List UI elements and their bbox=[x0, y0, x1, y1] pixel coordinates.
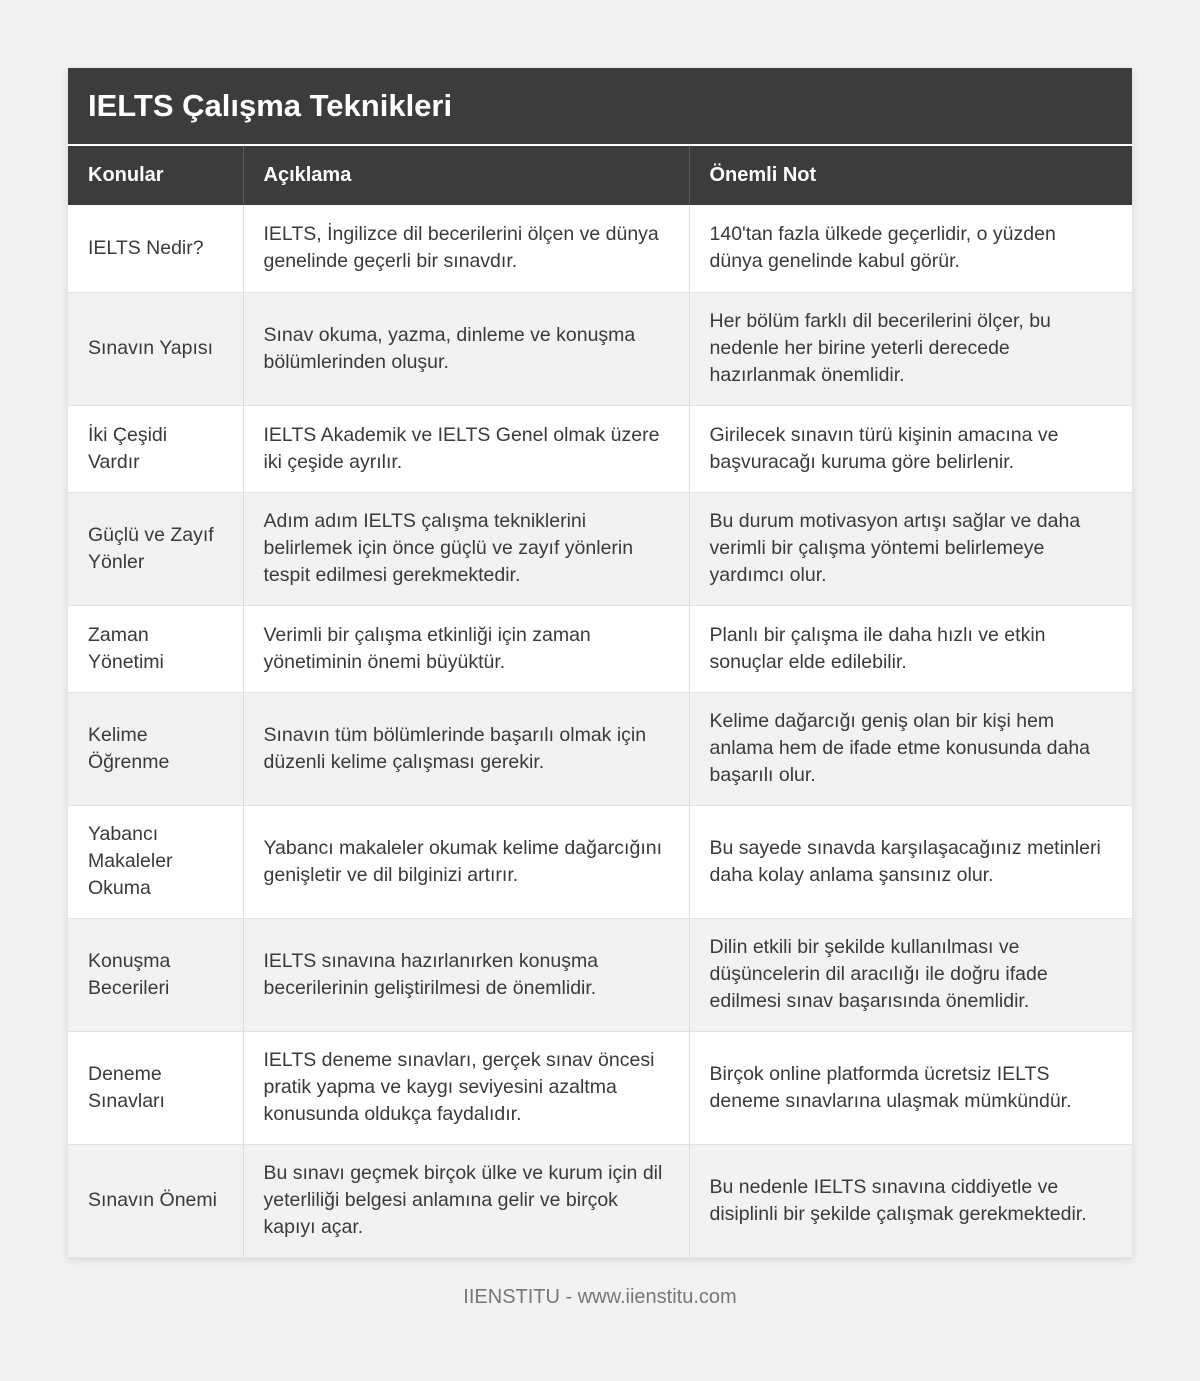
footer-credit: IIENSTITU - www.iienstitu.com bbox=[463, 1286, 737, 1308]
table-row bbox=[68, 492, 1132, 605]
table-row bbox=[68, 1144, 1132, 1257]
table-row bbox=[68, 292, 1132, 405]
description-cell: IELTS Akademik ve IELTS Genel olmak üzere iki çeşide ayrılır. bbox=[243, 405, 689, 492]
column-header-description: Açıklama bbox=[243, 145, 689, 205]
note-cell: Bu durum motivasyon artışı sağlar ve daha verimli bir çalışma yöntemi belirlemeye yardımcı olur. bbox=[689, 492, 1132, 605]
description-cell: Bu sınavı geçmek birçok ülke ve kurum için dil yeterliliği belgesi anlamına gelir ve birçok kapıyı açar. bbox=[243, 1144, 689, 1257]
topic-cell: İki Çeşidi Vardır bbox=[68, 405, 243, 492]
note-cell: Kelime dağarcığı geniş olan bir kişi hem anlama hem de ifade etme konusunda daha başarılı olur. bbox=[689, 692, 1132, 805]
topic-cell: Yabancı Makaleler Okuma bbox=[68, 805, 243, 918]
topic-cell: Sınavın Yapısı bbox=[68, 292, 243, 405]
description-cell: IELTS sınavına hazırlanırken konuşma becerilerinin geliştirilmesi de önemlidir. bbox=[243, 918, 689, 1031]
table-row bbox=[68, 405, 1132, 492]
description-cell: Yabancı makaleler okumak kelime dağarcığını genişletir ve dil bilginizi artırır. bbox=[243, 805, 689, 918]
topic-cell: IELTS Nedir? bbox=[68, 205, 243, 292]
description-cell: Sınav okuma, yazma, dinleme ve konuşma bölümlerinden oluşur. bbox=[243, 292, 689, 405]
topic-cell: Deneme Sınavları bbox=[68, 1031, 243, 1144]
note-cell: 140'tan fazla ülkede geçerlidir, o yüzden dünya genelinde kabul görür. bbox=[689, 205, 1132, 292]
note-cell: Her bölüm farklı dil becerilerini ölçer, bu nedenle her birine yeterli derecede hazırlanmak önemlidir. bbox=[689, 292, 1132, 405]
techniques-table bbox=[68, 144, 1132, 1258]
description-cell: IELTS, İngilizce dil becerilerini ölçen ve dünya genelinde geçerli bir sınavdır. bbox=[243, 205, 689, 292]
table-row bbox=[68, 692, 1132, 805]
topic-cell: Sınavın Önemi bbox=[68, 1144, 243, 1257]
table-card bbox=[68, 68, 1132, 1258]
note-cell: Planlı bir çalışma ile daha hızlı ve etkin sonuçlar elde edilebilir. bbox=[689, 605, 1132, 692]
note-cell: Girilecek sınavın türü kişinin amacına ve başvuracağı kuruma göre belirlenir. bbox=[689, 405, 1132, 492]
note-cell: Dilin etkili bir şekilde kullanılması ve düşüncelerin dil aracılığı ile doğru ifade edilmesi sınav başarısında önemlidir. bbox=[689, 918, 1132, 1031]
topic-cell: Konuşma Becerileri bbox=[68, 918, 243, 1031]
table-row bbox=[68, 205, 1132, 292]
table-row bbox=[68, 805, 1132, 918]
table-title: IELTS Çalışma Teknikleri bbox=[68, 68, 1132, 144]
description-cell: Verimli bir çalışma etkinliği için zaman yönetiminin önemi büyüktür. bbox=[243, 605, 689, 692]
column-header-topics: Konular bbox=[68, 145, 243, 205]
description-cell: IELTS deneme sınavları, gerçek sınav öncesi pratik yapma ve kaygı seviyesini azaltma konusunda oldukça faydalıdır. bbox=[243, 1031, 689, 1144]
header-row bbox=[68, 145, 1132, 205]
table-row bbox=[68, 1031, 1132, 1144]
note-cell: Bu nedenle IELTS sınavına ciddiyetle ve disiplinli bir şekilde çalışmak gerekmektedir. bbox=[689, 1144, 1132, 1257]
topic-cell: Zaman Yönetimi bbox=[68, 605, 243, 692]
note-cell: Birçok online platformda ücretsiz IELTS deneme sınavlarına ulaşmak mümkündür. bbox=[689, 1031, 1132, 1144]
topic-cell: Güçlü ve Zayıf Yönler bbox=[68, 492, 243, 605]
column-header-note: Önemli Not bbox=[689, 145, 1132, 205]
table-row bbox=[68, 605, 1132, 692]
note-cell: Bu sayede sınavda karşılaşacağınız metinleri daha kolay anlama şansınız olur. bbox=[689, 805, 1132, 918]
topic-cell: Kelime Öğrenme bbox=[68, 692, 243, 805]
table-row bbox=[68, 918, 1132, 1031]
description-cell: Adım adım IELTS çalışma tekniklerini belirlemek için önce güçlü ve zayıf yönlerin tespit edilmesi gerekmektedir. bbox=[243, 492, 689, 605]
description-cell: Sınavın tüm bölümlerinde başarılı olmak için düzenli kelime çalışması gerekir. bbox=[243, 692, 689, 805]
